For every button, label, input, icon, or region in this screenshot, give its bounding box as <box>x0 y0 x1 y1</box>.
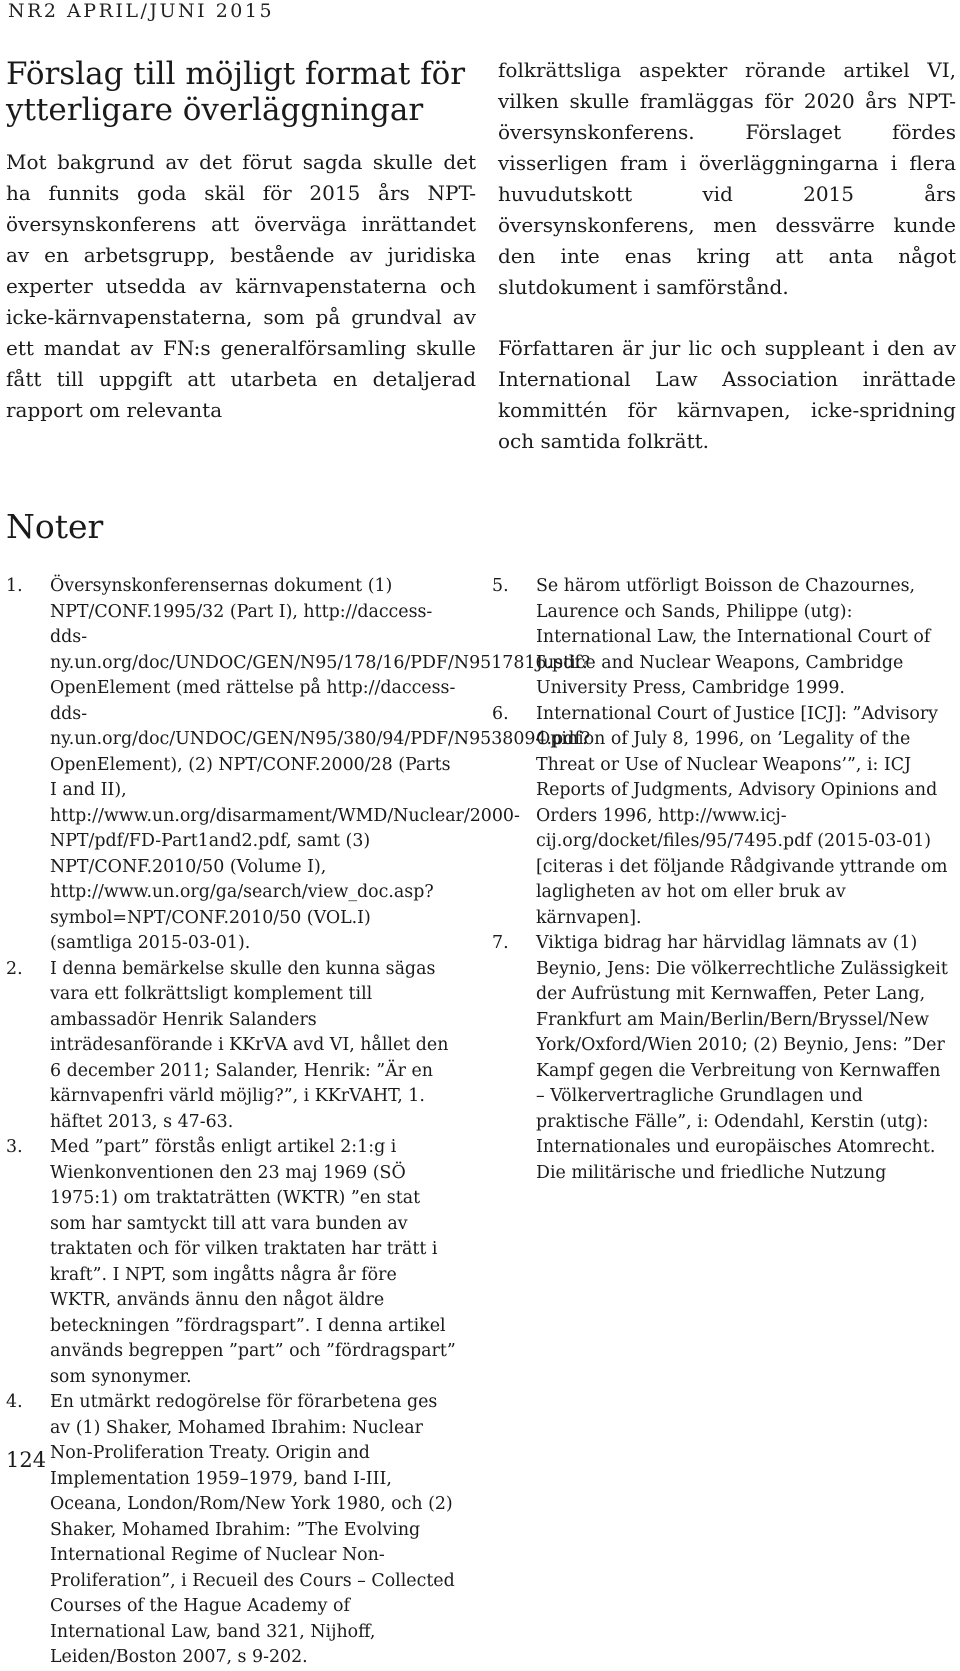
note-text: Med ”part” förstås enligt artikel 2:1:g i Wienkonventionen den 23 maj 1969 (SÖ 1975:1) om traktaträtten (WKTR) ”en stat som har samtyckt till att vara bunden av traktaten och för vilken traktaten har trätt i kraft”. I NPT, som ingåtts några år före WKTR, används ännu den något äldre beteckningen ”fördragspart”. I denna artikel används begreppen ”part” och ”fördragspart” som synonymer. <box>50 1137 456 1387</box>
note-item <box>6 957 458 1136</box>
notes-column-left <box>6 574 591 1671</box>
note-number: 7. <box>492 933 509 953</box>
note-number: 2. <box>6 958 23 979</box>
note-item <box>6 574 591 957</box>
note-item <box>6 1390 458 1671</box>
note-text: I denna bemärkelse skulle den kunna sägas vara ett folkrättsligt komplement till ambassadör Henrik Salanders inträdesanförande i KKrVA avd VI, hållet den 6 december 2011; Salander, Henrik: ”Är en kärnvapenfri värld möjlig?”, i KKrVAHT, 1. häftet 2013, s 47-63. <box>50 958 449 1132</box>
note-text: International Court of Justice [ICJ]: ”Advisory Opinion of July 8, 1996, on ’Legality of the Threat or Use of Nuclear Weapons’”, i: ICJ Reports of Judgments, Advisory Opinions and Orders 1996, http://www.icj-cij.org/docket/files/95/7495.pdf (2015-03-01) [citeras i det följande Rådgivande yttrande om lagligheten av hot om eller bruk av kärnvapen]. <box>536 703 948 928</box>
notes-heading: Noter <box>6 507 104 546</box>
note-number: 5. <box>492 576 509 596</box>
article-title-line-1: Förslag till möjligt format för <box>6 56 466 92</box>
note-item <box>492 931 954 1186</box>
article-title <box>6 56 476 128</box>
note-text: Se härom utförligt Boisson de Chazournes, Laurence och Sands, Philippe (utg): International Law, the International Court of Justice and Nuclear Weapons, Cambridge University Press, Cambridge 1999. <box>536 576 931 698</box>
body-column-left <box>6 147 476 426</box>
notes-column-right <box>492 574 954 1186</box>
note-number: 3. <box>6 1137 23 1157</box>
issue-header: NR2 APRIL/JUNI 2015 <box>8 0 275 22</box>
author-note: Författaren är jur lic och suppleant i den av International Law Association inrättade kommittén för kärnvapen, icke-spridning och samtida folkrätt. <box>498 336 956 453</box>
note-text: Översynskonferensernas dokument (1) NPT/CONF.1995/32 (Part I), http://daccess-dds-ny.un.org/doc/UNDOC/GEN/N95/178/16/PDF/N9517816.pdf?OpenElement (med rättelse på http://daccess-dds-ny.un.org/doc/UNDOC/GEN/N95/380/94/PDF/N9538094.pdf?OpenElement), (2) NPT/CONF.2000/28 (Parts I and II), http://www.un.org/disarmament/WMD/Nuclear/2000-NPT/pdf/FD-Part1and2.pdf, samt (3) NPT/CONF.2010/50 (Volume I), http://www.un.org/ga/search/view_doc.asp?symbol=NPT/CONF.2010/50 (VOL.I) (samtliga 2015-03-01). <box>50 576 591 953</box>
article-title-line-2: ytterligare överläggningar <box>6 92 424 128</box>
note-item <box>492 574 954 702</box>
note-item <box>6 1135 458 1390</box>
note-item <box>492 702 954 932</box>
note-number: 4. <box>6 1392 23 1412</box>
body-column-right <box>498 55 956 457</box>
note-text: En utmärkt redogörelse för förarbetena ges av (1) Shaker, Mohamed Ibrahim: Nuclear Non-Proliferation Treaty. Origin and Implementation 1959–1979, band I-III, Oceana, London/Rom/New York 1980, och (2) Shaker, Mohamed Ibrahim: ”The Evolving International Regime of Nuclear Non-Proliferation”, i Recueil des Cours – Collected Courses of the Hague Academy of International Law, band 321, Nijhoff, Leiden/Boston 2007, s 9-202. <box>50 1392 455 1667</box>
note-number: 1. <box>6 576 23 596</box>
body-paragraph: Mot bakgrund av det förut sagda skulle det ha funnits goda skäl för 2015 års NPT-översynskonferens att överväga inrättandet av en arbetsgrupp, bestående av juridiska experter utsedda av kärnvapenstaterna och icke-kärnvapenstaterna, som på grundval av ett mandat av FN:s generalförsamling skulle fått till uppgift att utarbeta en detaljerad rapport om relevanta <box>6 150 476 422</box>
page-number: 124 <box>6 1448 47 1472</box>
note-number: 6. <box>492 703 509 724</box>
body-paragraph: folkrättsliga aspekter rörande artikel VI, vilken skulle framläggas för 2020 års NPT-översynskonferens. Förslaget fördes visserligen fram i överläggningarna i flera huvudutskott vid 2015 års översynskonferens, men dessvärre kunde den inte enas kring att anta något slutdokument i samförstånd. <box>498 58 956 299</box>
note-text: Viktiga bidrag har härvidlag lämnats av (1) Beynio, Jens: Die völkerrechtliche Zulässigkeit der Aufrüstung mit Kernwaffen, Peter Lang, Frankfurt am Main/Berlin/Bern/Bryssel/New York/Oxford/Wien 2010; (2) Beynio, Jens: ”Der Kampf gegen die Verbreitung von Kernwaffen – Völkervertragliche Grundlagen und praktische Fälle”, i: Odendahl, Kerstin (utg): Internationales und europäisches Atomrecht. Die militärische und friedliche Nutzung <box>536 933 948 1183</box>
